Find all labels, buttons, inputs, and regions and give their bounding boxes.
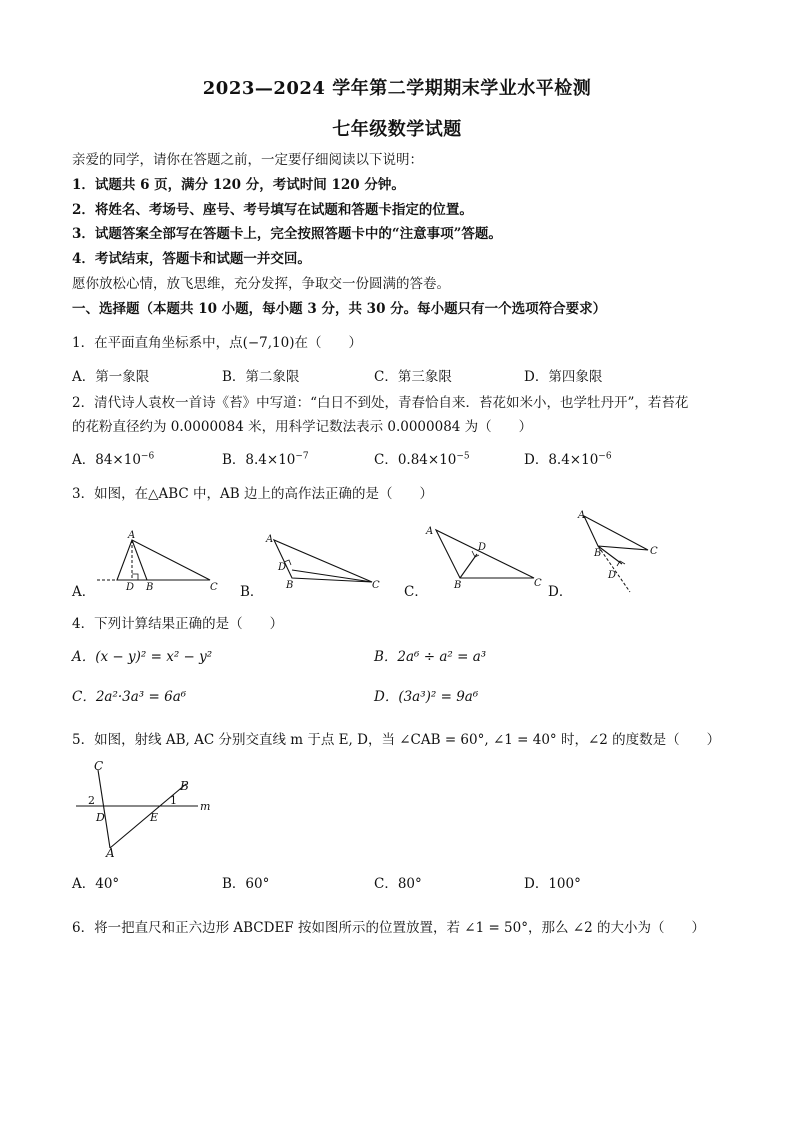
q5-label-e: E — [150, 811, 159, 824]
section-heading: 一、选择题（本题共 10 小题，每小题 3 分，共 30 分。每小题只有一个选项符合要求） — [72, 301, 607, 317]
intro-rule-4: 4．考试结束，答题卡和试题一并交回。 — [72, 251, 311, 267]
q3b-label-a: A — [266, 534, 274, 545]
q5-label-2: 2 — [88, 794, 95, 807]
q6-stem: 6．将一把直尺和正六边形 ABCDEF 按如图所示的位置放置，若 ∠1 = 50°，那么 ∠2 的大小为（ ） — [72, 920, 705, 936]
q3-option-d[interactable]: D． — [548, 584, 573, 600]
q3a-label-d: D — [126, 582, 135, 590]
q5-label-c: C — [94, 759, 104, 773]
q5-stem: 5．如图，射线 AB, AC 分别交直线 m 于点 E, D，当 ∠CAB = 60°, ∠1 = 40° 时，∠2 的度数是（ ） — [72, 732, 721, 748]
q5-label-d: D — [96, 811, 105, 824]
q3-option-a[interactable]: A． — [72, 584, 96, 600]
q2-option-a[interactable]: A．$84\times 10^{-6}$ — [72, 451, 155, 468]
q3c-label-a: A — [426, 526, 434, 537]
q2-stem-line2: 的花粉直径约为 0.0000084 米，用科学记数法表示 0.0000084 为（ ） — [72, 419, 533, 435]
q2-option-c[interactable]: C．$0.84\times 10^{-5}$ — [374, 451, 470, 468]
q3-option-c[interactable]: C． — [404, 584, 428, 600]
q3a-label-c: C — [210, 582, 218, 590]
q3c-label-b: B — [454, 580, 462, 590]
q3-figure-b — [262, 530, 387, 590]
q3d-label-d: D — [608, 570, 617, 581]
q3c-label-c: C — [534, 578, 542, 589]
q3-stem: 3．如图，在△ABC 中，AB 边上的高作法正确的是（ ） — [72, 486, 433, 502]
q3-figure-d — [572, 508, 672, 594]
q1-option-b[interactable]: B．第二象限 — [222, 369, 300, 385]
intro-rule-1: 1．试题共 6 页，满分 120 分，考试时间 120 分钟。 — [72, 177, 405, 193]
q3a-label-b: B — [146, 582, 154, 590]
q1-stem: 1．在平面直角坐标系中，点(−7,10)在（ ） — [72, 335, 362, 351]
q5-label-m: m — [200, 800, 211, 813]
intro-rule-3: 3．试题答案全部写在答题卡上，完全按照答题卡中的“注意事项”答题。 — [72, 226, 502, 242]
q4-option-c[interactable]: C．2a²·3a³ = 6a⁶ — [72, 689, 187, 705]
q3-option-b[interactable]: B． — [240, 584, 264, 600]
exam-title: 2023—2024 学年第二学期期末学业水平检测 — [202, 78, 592, 99]
q3d-label-c: C — [650, 546, 658, 557]
intro-wish: 愿你放松心情，放飞思维，充分发挥，争取交一份圆满的答卷。 — [72, 276, 450, 292]
q1-option-a[interactable]: A．第一象限 — [72, 369, 150, 385]
q5-option-c[interactable]: C．80° — [374, 876, 422, 892]
q3d-label-a: A — [578, 510, 586, 521]
q3b-label-b: B — [286, 580, 294, 590]
q2-option-b[interactable]: B．$8.4\times 10^{-7}$ — [222, 451, 309, 468]
q4-stem: 4．下列计算结果正确的是（ ） — [72, 616, 284, 632]
q3b-label-c: C — [372, 580, 380, 590]
q1-option-d[interactable]: D．第四象限 — [524, 369, 603, 385]
q3d-label-b: B — [594, 548, 602, 559]
q5-option-d[interactable]: D．100° — [524, 876, 581, 892]
q3a-label-a: A — [128, 530, 136, 541]
q5-label-a: A — [106, 846, 115, 858]
q5-label-b: B — [180, 779, 189, 793]
q3c-label-d: D — [478, 542, 487, 553]
q5-option-a[interactable]: A．40° — [72, 876, 120, 892]
q5-figure — [76, 758, 216, 858]
exam-subtitle: 七年级数学试题 — [332, 119, 462, 140]
intro-rule-2: 2．将姓名、考场号、座号、考号填写在试题和答题卡指定的位置。 — [72, 202, 473, 218]
q3b-label-d: D — [278, 562, 287, 573]
q5-label-1: 1 — [170, 794, 177, 807]
intro-greeting: 亲爱的同学，请你在答题之前，一定要仔细阅读以下说明： — [72, 152, 423, 168]
q2-option-d[interactable]: D．$8.4\times 10^{-6}$ — [524, 451, 612, 468]
q5-option-b[interactable]: B．60° — [222, 876, 270, 892]
q2-stem-line1: 2．清代诗人袁枚一首诗《苔》中写道：“白日不到处，青春恰自来．苔花如米小，也学牡丹开”，若苔花 — [72, 395, 689, 411]
q3-figure-c — [422, 520, 552, 590]
q4-option-d[interactable]: D．(3a³)² = 9a⁶ — [374, 689, 479, 705]
q4-option-b[interactable]: B．2a⁶ ÷ a² = a³ — [374, 649, 487, 665]
q3-figure-a — [92, 528, 222, 590]
q1-option-c[interactable]: C．第三象限 — [374, 369, 452, 385]
q4-option-a[interactable]: A．(x − y)² = x² − y² — [72, 649, 213, 665]
